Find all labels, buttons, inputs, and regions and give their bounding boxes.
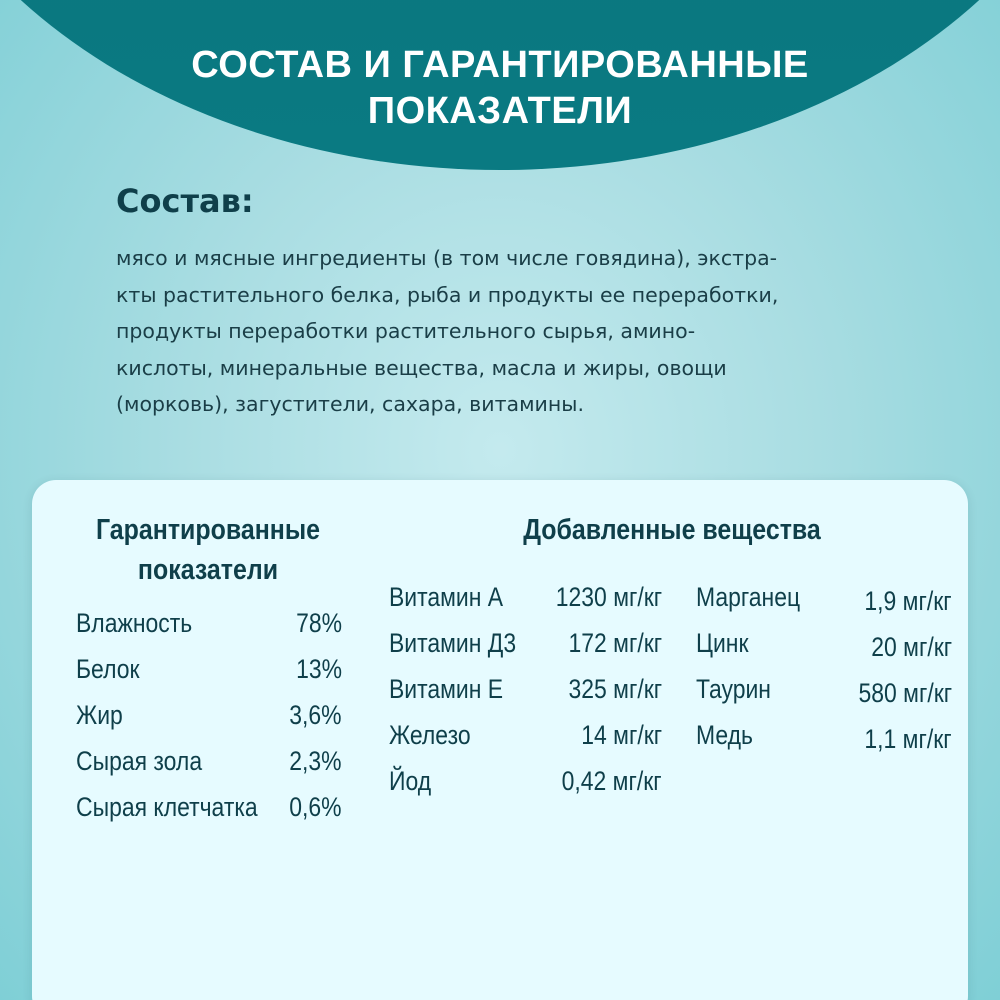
- composition-text: [116, 240, 896, 423]
- additive-name: Цинк: [696, 628, 749, 658]
- guaranteed-value: 13%: [296, 654, 342, 684]
- additive-value: 580 мг/кг: [858, 678, 952, 708]
- additive-value: 1,9 мг/кг: [864, 586, 952, 616]
- additive-value: 0,42 мг/кг: [562, 766, 662, 796]
- composition-heading: Состав:: [116, 182, 254, 220]
- guaranteed-name: Белок: [76, 654, 140, 684]
- additive-value: 325 мг/кг: [568, 674, 662, 704]
- composition-line: мясо и мясные ингредиенты (в том числе говядина), экстра-: [116, 246, 778, 270]
- page-title: [0, 42, 1000, 134]
- composition-line: продукты переработки растительного сырья, амино-: [116, 319, 696, 343]
- additive-name: Витамин А: [389, 582, 504, 612]
- composition-line: кислоты, минеральные вещества, масла и жиры, овощи: [116, 355, 727, 380]
- additive-name: Йод: [389, 766, 432, 796]
- guaranteed-name: Сырая клетчатка: [76, 792, 258, 822]
- additive-name: Витамин Д3: [389, 628, 517, 658]
- additive-value: 172 мг/кг: [568, 628, 662, 658]
- additive-name: Марганец: [696, 582, 801, 612]
- guaranteed-heading: [88, 510, 329, 590]
- guaranteed-value: 78%: [296, 608, 342, 638]
- additive-value: 1,1 мг/кг: [864, 724, 952, 754]
- composition-section: [116, 182, 896, 423]
- page-title-line-2: ПОКАЗАТЕЛИ: [367, 90, 633, 132]
- composition-line: кты растительного белка, рыба и продукты ее переработки,: [116, 282, 779, 307]
- guaranteed-name: Жир: [76, 700, 123, 730]
- additive-value: 1230 мг/кг: [555, 582, 662, 612]
- additives-heading: Добавленные вещества: [523, 514, 821, 546]
- page-title-line-1: СОСТАВ И ГАРАНТИРОВАННЫЕ: [191, 44, 809, 86]
- guaranteed-name: Влажность: [76, 608, 193, 638]
- guaranteed-heading-line-2: показатели: [137, 554, 279, 586]
- additive-name: Медь: [696, 720, 753, 750]
- nutrition-panel: [32, 480, 968, 1000]
- additive-name: Витамин Е: [389, 674, 504, 704]
- additive-name: Железо: [389, 720, 471, 750]
- additive-name: Таурин: [696, 674, 771, 704]
- additive-value: 20 мг/кг: [871, 632, 952, 662]
- guaranteed-value: 3,6%: [289, 700, 342, 730]
- composition-line: (морковь), загустители, сахара, витамины.: [116, 392, 584, 416]
- additive-value: 14 мг/кг: [581, 720, 662, 750]
- guaranteed-name: Сырая зола: [76, 746, 203, 776]
- guaranteed-heading-line-1: Гарантированные: [95, 514, 321, 546]
- guaranteed-value: 2,3%: [289, 746, 342, 776]
- guaranteed-value: 0,6%: [289, 792, 342, 822]
